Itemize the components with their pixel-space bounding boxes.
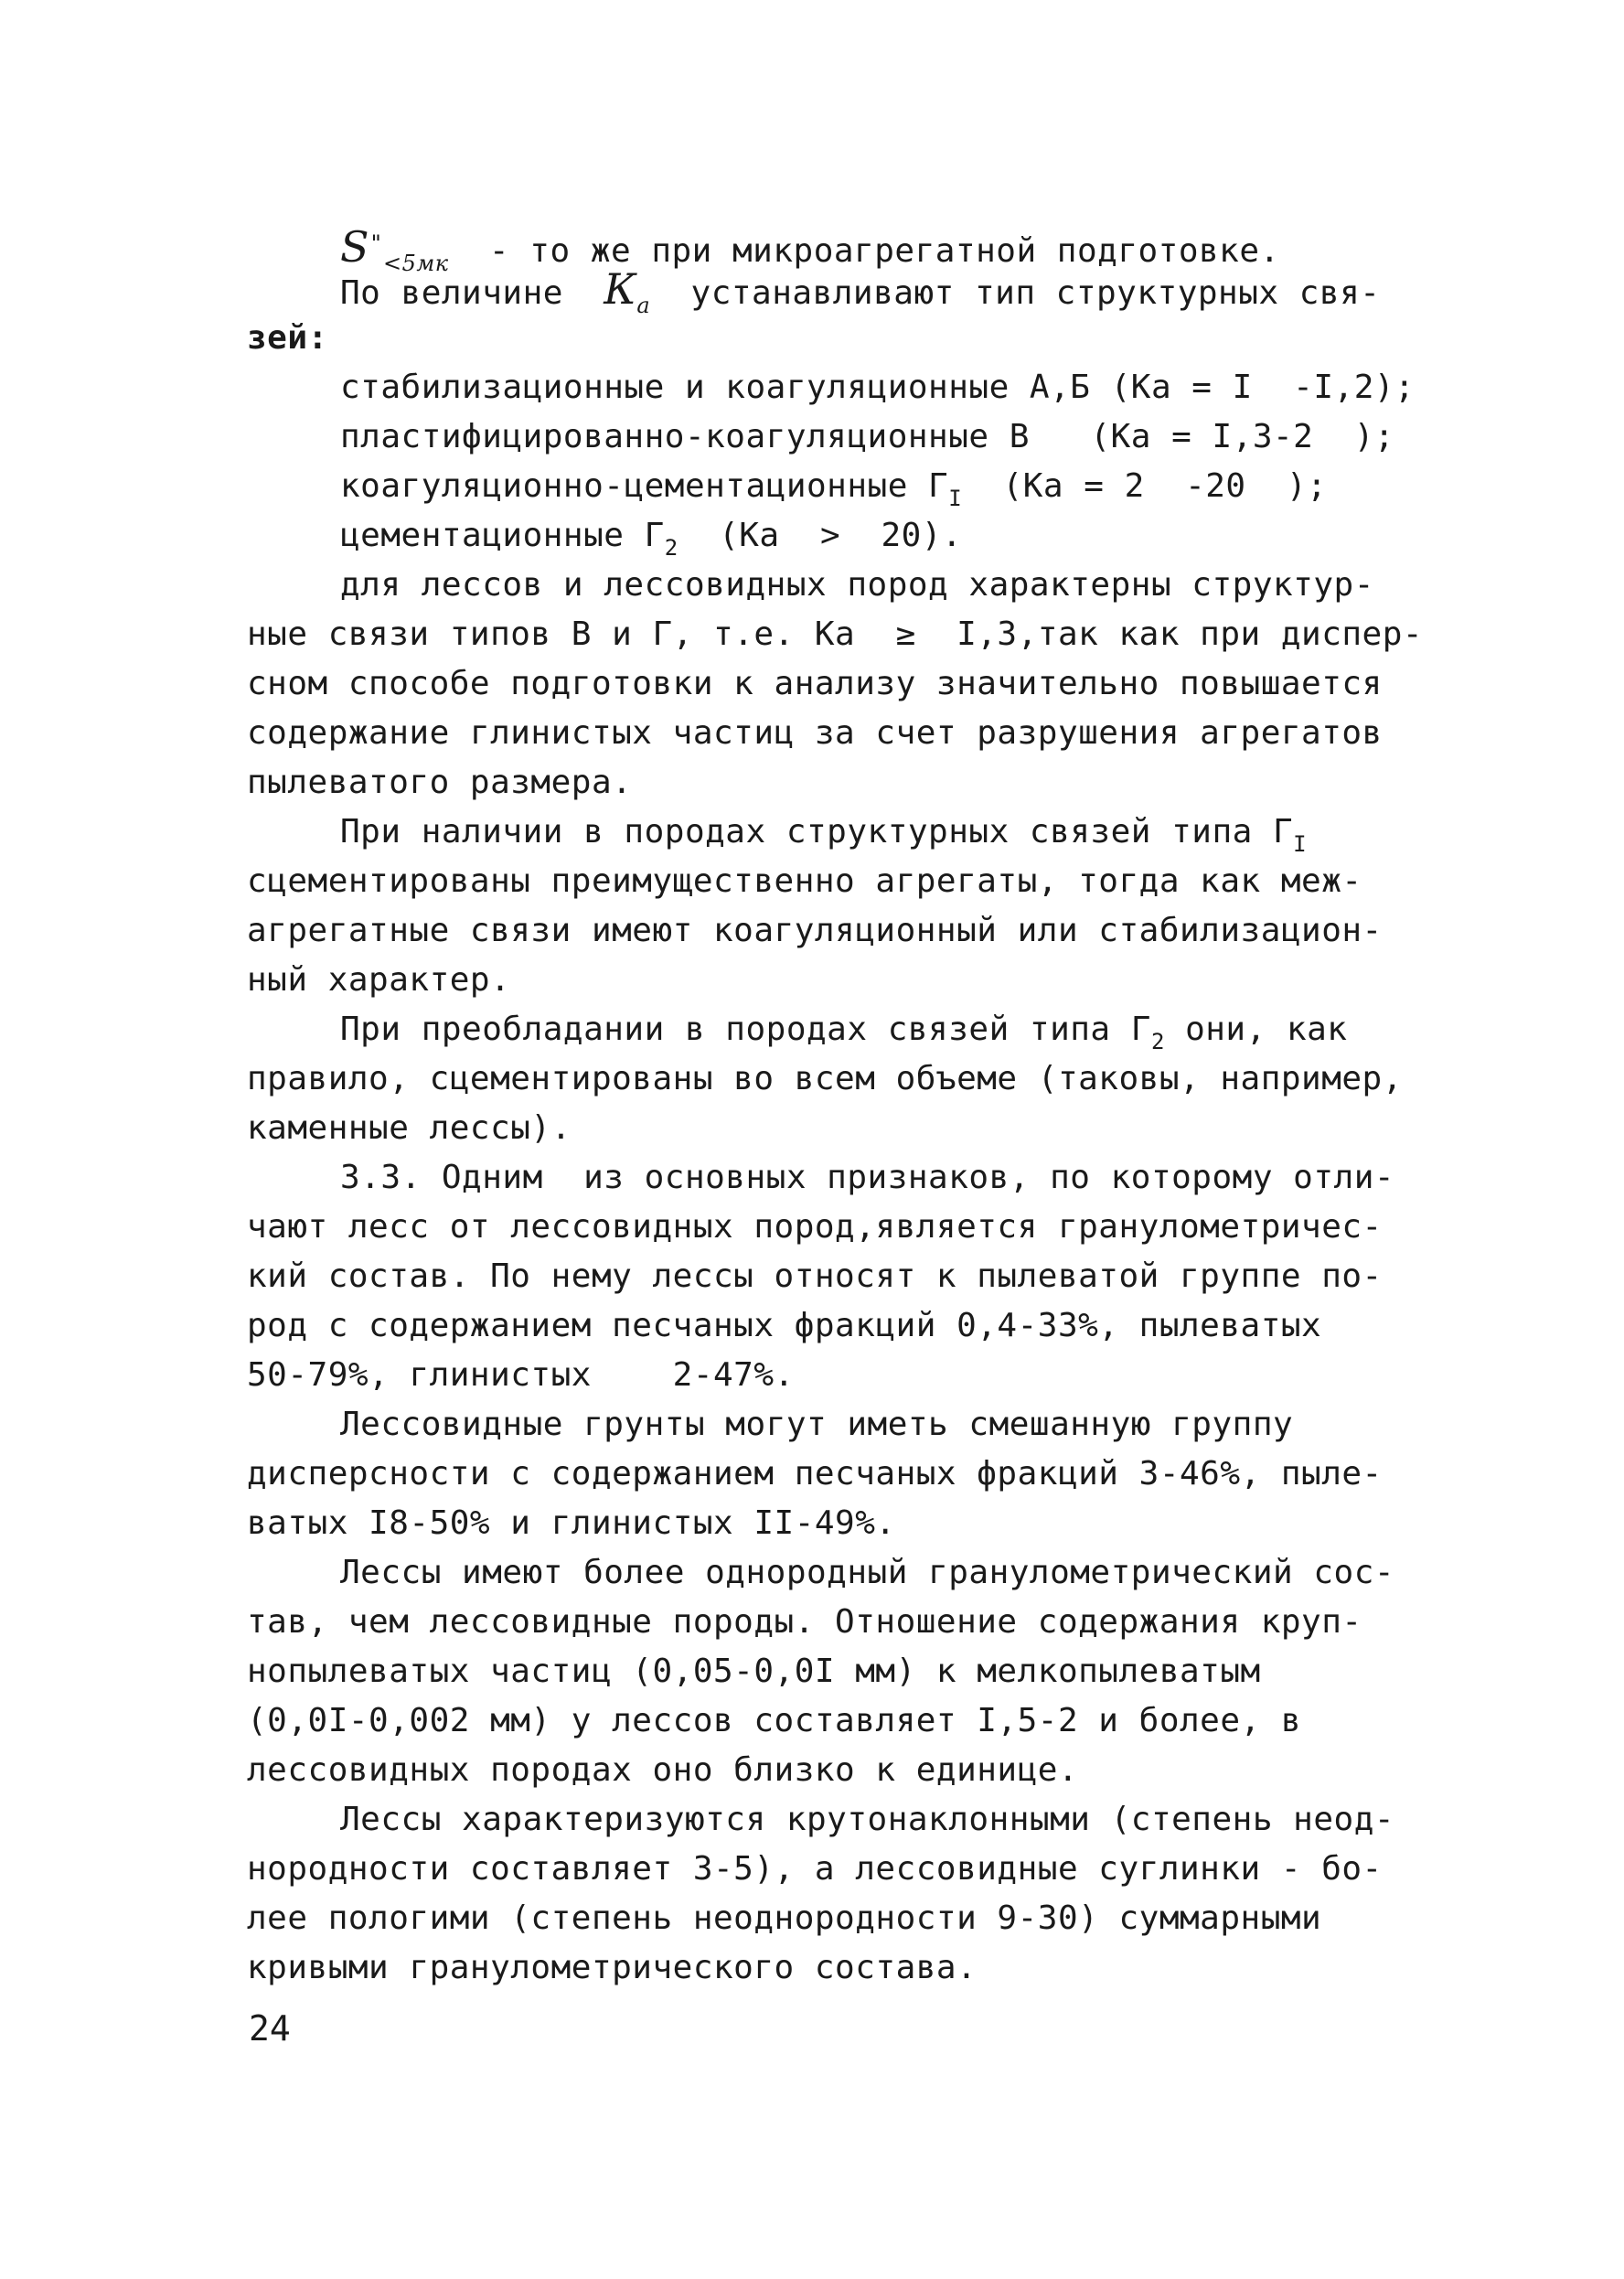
list-item: стабилизационные и коагуляционные А,Б (Ка = I -I,2); [340,369,1416,406]
list-item [340,466,1327,519]
text-line: правило, сцементированы во всем объеме (таковы, например, [247,1060,1403,1097]
text-line [340,812,1307,864]
text-line: Лессы характеризуются крутонаклонными (степень неод- [340,1801,1395,1838]
list-item: пластифицированно-коагуляционные В (Ка = I,3-2 ); [340,418,1395,455]
text-line: Лессы имеют более однородный гранулометрический сос- [340,1554,1395,1591]
text-line: содержание глинистых частиц за счет разрушения агрегатов [247,714,1383,752]
text-fragment: При преобладании в породах связей типа Г [340,1011,1151,1048]
text-line: ный характер. [247,961,511,999]
text-line [340,1010,1347,1062]
subscript: 2 [664,535,678,561]
text-fragment: (Ка = 2 -20 ); [962,467,1328,505]
text-line: чают лесс от лессовидных пород,является гранулометричес- [247,1208,1383,1246]
text-line: ные связи типов В и Г, т.е. Ка ≥ I,3,так как при диспер- [247,615,1424,653]
formula-subscript: <5мк [382,251,449,276]
text-line: пылеватого размера. [247,764,633,801]
text-fragment: устанавливают тип структурных свя- [650,274,1381,312]
text-line: нородности составляет 3-5), а лессовидные суглинки - бо- [247,1850,1383,1888]
text-line: агрегатные связи имеют коагуляционный или стабилизацион- [247,912,1383,949]
text-line: для лессов и лессовидных пород характерны структур- [340,566,1374,604]
subscript: I [948,486,963,511]
text-line: 50-79%, глинистых 2-47%. [247,1356,795,1394]
text-line: род с содержанием песчаных фракций 0,4-33%, пылеватых [247,1307,1322,1344]
subscript: 2 [1150,1029,1165,1054]
text-line: ватых I8-50% и глинистых II-49%. [247,1504,896,1542]
text-line: тав, чем лессовидные породы. Отношение содержания круп- [247,1603,1362,1641]
text-line: кий состав. По нему лессы относят к пылеватой группе по- [247,1257,1383,1295]
section-3-3-start [340,1158,1394,1198]
text-line: лессовидных породах оно близко к единице. [247,1751,1079,1789]
text-fragment: коагуляционно-цементационные Г [340,467,949,505]
text-fragment: они, как [1164,1011,1348,1048]
text-line: кривыми гранулометрического состава. [247,1949,978,1986]
text-line: зей: [247,319,328,357]
text-fragment: По величине [340,274,604,312]
text-line: Лессовидные грунты могут иметь смешанную группу [340,1406,1294,1443]
list-item [340,516,962,568]
text-fragment: (Ка > 20). [678,517,963,554]
text-fragment: При наличии в породах структурных связей типа Г [340,813,1294,851]
text-line: лее пологими (степень неоднородности 9-30) суммарными [247,1899,1322,1937]
text-line: сном способе подготовки к анализу значительно повышается [247,665,1383,702]
formula-description: - то же при микроагрегатной подготовке. [448,232,1280,270]
subscript: I [1293,831,1308,857]
text-line [340,264,1381,326]
text-line: каменные лессы). [247,1109,572,1147]
text-line: сцементированы преимущественно агрегаты, тогда как меж- [247,862,1362,900]
text-line: (0,0I-0,002 мм) у лессов составляет I,5-2 и более, в [247,1702,1302,1739]
coefficient-subscript: а [636,293,651,318]
text-fragment: цементационные Г [340,517,665,554]
coefficient-symbol: К [604,264,637,314]
formula-prime: " [369,230,383,256]
text-line: дисперсности с содержанием песчаных фракций 3-46%, пыле- [247,1455,1383,1493]
text-line: нопылеватых частиц (0,05-0,0I мм) к мелкопылеватым [247,1653,1261,1690]
text-fragment: 3.3. Одним из основных признаков, по которому отли- [340,1159,1395,1196]
page-number: 24 [249,2008,291,2049]
formula-symbol: S [340,222,370,272]
